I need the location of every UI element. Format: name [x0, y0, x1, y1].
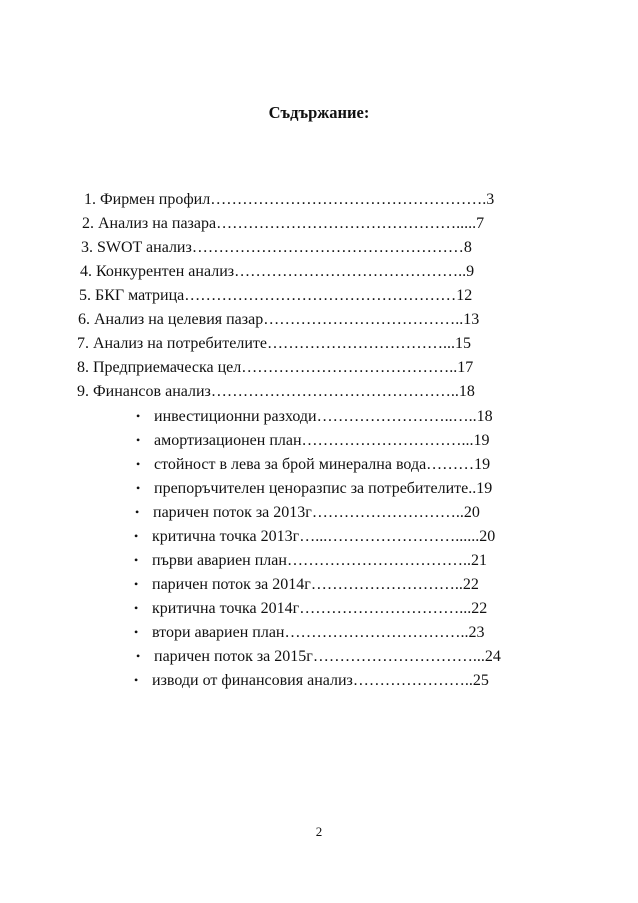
- toc-subentry: [134, 670, 489, 691]
- toc-entry-text: 4. Конкурентен анализ……………………………………..9: [80, 263, 475, 280]
- toc-subentry: [134, 598, 487, 619]
- toc-subentry: [136, 430, 490, 451]
- bullet-icon: •: [134, 625, 139, 639]
- toc-entry-text: 3. SWOT анализ……………………………………………8: [81, 239, 472, 256]
- toc-entry-text: 7. Анализ на потребителите……………………………...15: [77, 335, 471, 352]
- toc-entry-text: 1. Фирмен профил…………………………………………….3: [84, 191, 495, 208]
- bullet-icon: •: [136, 481, 141, 495]
- toc-subentry-text: критична точка 2013г…...……………………......20: [152, 528, 496, 545]
- toc-subentry: [136, 406, 493, 427]
- toc-entry: [79, 286, 472, 306]
- toc-subentry-text: паричен поток за 2013г………………………..20: [153, 504, 480, 521]
- toc-subentry-text: амортизационен план…………………………...19: [154, 432, 490, 449]
- toc-subentry: [134, 550, 487, 571]
- toc-entry: [77, 334, 471, 354]
- toc-entry: [77, 358, 473, 378]
- toc-subentry-text: паричен поток за 2015г…………………………...24: [154, 648, 501, 665]
- page-title: Съдържание:: [268, 103, 370, 122]
- toc-subentry-text: критична точка 2014г…………………………...22: [152, 600, 488, 617]
- toc-subentry: [136, 478, 492, 499]
- bullet-icon: •: [134, 529, 139, 543]
- toc-subentry-text: паричен поток за 2014г………………………..22: [152, 576, 479, 593]
- toc-entry-text: 8. Предприемаческа цел…………………………………..17: [77, 359, 474, 376]
- toc-entry-text: 6. Анализ на целевия пазар………………………………..13: [78, 311, 480, 328]
- toc-entry: [80, 262, 474, 282]
- toc-subentry-text: препоръчителен ценоразпис за потребителите..19: [154, 480, 493, 497]
- toc-subentry-text: втори авариен план……………………………..23: [152, 624, 485, 641]
- toc-entry: [84, 190, 494, 210]
- toc-subentry-text: изводи от финансовия анализ…………………..25: [152, 672, 489, 689]
- bullet-icon: •: [134, 673, 139, 687]
- bullet-icon: •: [136, 457, 141, 471]
- bullet-icon: •: [136, 409, 141, 423]
- toc-subentry: [135, 502, 480, 523]
- toc-entry-text: 2. Анализ на пазара……………………………………….....7: [82, 215, 485, 232]
- toc-subentry-text: инвестиционни разходи……………………..…..18: [154, 408, 493, 425]
- toc-subentry: [134, 574, 479, 595]
- page-number: 2: [315, 824, 323, 839]
- bullet-icon: •: [136, 433, 141, 447]
- toc-entry-text: 9. Финансов анализ………………………………………..18: [77, 383, 475, 400]
- toc-entry: [82, 214, 484, 234]
- bullet-icon: •: [134, 601, 139, 615]
- toc-entry-text: 5. БКГ матрица……………………………………………12: [79, 287, 473, 304]
- toc-subentry: [136, 646, 501, 667]
- toc-subentry-text: първи авариен план……………………………..21: [152, 552, 487, 569]
- toc-subentry: [134, 526, 495, 547]
- toc-entry: [77, 382, 475, 402]
- toc-subentry: [134, 622, 484, 643]
- toc-subentry: [136, 454, 490, 475]
- bullet-icon: •: [134, 553, 139, 567]
- toc-entry: [81, 238, 472, 258]
- bullet-icon: •: [134, 577, 139, 591]
- bullet-icon: •: [136, 649, 141, 663]
- bullet-icon: •: [135, 505, 140, 519]
- toc-subentry-text: стойност в лева за брой минерална вода………19: [154, 456, 491, 473]
- toc-entry: [78, 310, 479, 330]
